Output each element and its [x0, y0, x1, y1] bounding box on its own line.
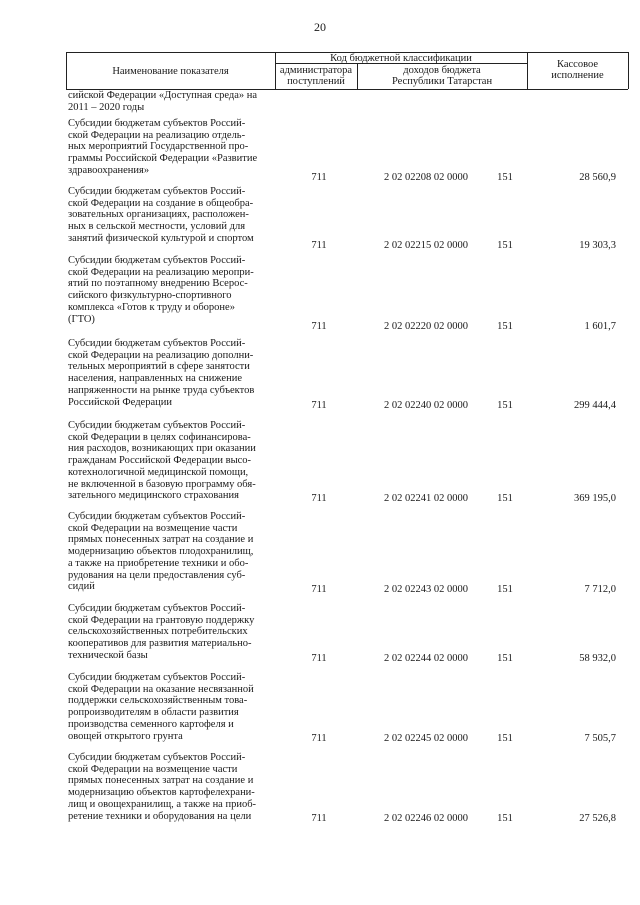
row-type: 151 — [497, 733, 513, 744]
page-number: 20 — [314, 20, 326, 34]
row-admin: 711 — [311, 400, 327, 411]
row-name: Субсидии бюджетам субъектов Россий- ской Федерации на реализацию отдель- ных мероприятий Государственной про- граммы Российской Федерации «Развитие здравоохранения» — [68, 118, 258, 176]
row-amount: 369 195,0 — [574, 493, 616, 504]
row-amount: 299 444,4 — [574, 400, 616, 411]
table-row — [0, 118, 640, 184]
header-income: доходов бюджета Республики Татарстан — [391, 65, 493, 87]
header-kbk: Код бюджетной классификации — [330, 53, 472, 64]
header-name: Наименование показателя — [112, 66, 229, 77]
header-admin: администратора поступлений — [279, 65, 353, 87]
table-row — [0, 511, 640, 596]
row-amount: 27 526,8 — [579, 813, 616, 824]
row-name: Субсидии бюджетам субъектов Россий- ской Федерации на оказание несвязанной поддержки сельскохозяйственным това- ропроизводителям в области развития производства семенного картофеля и овощей открытого грунта — [68, 672, 254, 742]
row-code: 2 02 02220 02 0000 — [384, 321, 468, 332]
row-name: Субсидии бюджетам субъектов Россий- ской Федерации в целях софинансирова- ния расходов, возникающих при оказании гражданам Российской Федерации высо- котехнологичной медицинской помощи, не включенной в базовую программу обя- зательного медицинского страхования — [68, 420, 256, 502]
row-name: Субсидии бюджетам субъектов Россий- ской Федерации на реализацию меропри- ятий по поэтапному внедрению Всерос- сийского физкультурно-спортивного комплекса «Готов к труду и обороне» (ГТО) — [68, 255, 254, 325]
row-type: 151 — [497, 813, 513, 824]
row-admin: 711 — [311, 240, 327, 251]
row-type: 151 — [497, 240, 513, 251]
row-admin: 711 — [311, 653, 327, 664]
table-row — [0, 672, 640, 745]
row-admin: 711 — [311, 172, 327, 183]
table-row — [0, 255, 640, 333]
table-row — [0, 603, 640, 665]
row-admin: 711 — [311, 813, 327, 824]
row-name: Субсидии бюджетам субъектов Россий- ской Федерации на реализацию дополни- тельных мероприятий в сфере занятости населения, направленных на снижение напряженности на рынке труда субъектов Российской Федерации — [68, 338, 255, 408]
table-row — [0, 420, 640, 505]
table-row — [0, 752, 640, 825]
header-exec: Кассовое исполнение — [551, 59, 604, 81]
row-amount: 19 303,3 — [579, 240, 616, 251]
row-code: 2 02 02208 02 0000 — [384, 172, 468, 183]
row-admin: 711 — [311, 493, 327, 504]
row-code: 2 02 02246 02 0000 — [384, 813, 468, 824]
row-type: 151 — [497, 653, 513, 664]
row-code: 2 02 02245 02 0000 — [384, 733, 468, 744]
row-type: 151 — [497, 584, 513, 595]
row-type: 151 — [497, 400, 513, 411]
row-type: 151 — [497, 172, 513, 183]
row-admin: 711 — [311, 584, 327, 595]
row-code: 2 02 02215 02 0000 — [384, 240, 468, 251]
row-name: Субсидии бюджетам субъектов Россий- ской Федерации на возмещение части прямых понесенных затрат на создание и модернизацию объектов картофелехрани- лищ и овощехранилищ, а также на приоб- ретение техники и оборудования на цели — [68, 752, 257, 822]
row-type: 151 — [497, 493, 513, 504]
row-amount: 58 932,0 — [579, 653, 616, 664]
row-code: 2 02 02243 02 0000 — [384, 584, 468, 595]
row-name: Субсидии бюджетам субъектов Россий- ской Федерации на возмещение части прямых понесенных затрат на создание и модернизацию объектов плодохранилищ, а также на приобретение техники и обо- рудования на цели предоставления суб- сидий — [68, 511, 254, 593]
continuation-text: сийской Федерации «Доступная среда» на 2011 – 2020 годы — [68, 90, 258, 113]
row-amount: 7 712,0 — [584, 584, 616, 595]
row-amount: 1 601,7 — [584, 321, 616, 332]
table-row — [0, 338, 640, 412]
row-name: Субсидии бюджетам субъектов Россий- ской Федерации на грантовую поддержку сельскохозяйственных потребительских кооперативов для развития материально- технической базы — [68, 603, 255, 661]
row-admin: 711 — [311, 733, 327, 744]
table-row — [0, 186, 640, 252]
row-type: 151 — [497, 321, 513, 332]
row-amount: 7 505,7 — [584, 733, 616, 744]
row-amount: 28 560,9 — [579, 172, 616, 183]
row-code: 2 02 02244 02 0000 — [384, 653, 468, 664]
row-code: 2 02 02240 02 0000 — [384, 400, 468, 411]
row-name: Субсидии бюджетам субъектов Россий- ской Федерации на создание в общеобра- зовательных организациях, расположен- ных в сельской местности, условий для занятий физической культурой и спортом — [68, 186, 254, 244]
row-code: 2 02 02241 02 0000 — [384, 493, 468, 504]
row-admin: 711 — [311, 321, 327, 332]
